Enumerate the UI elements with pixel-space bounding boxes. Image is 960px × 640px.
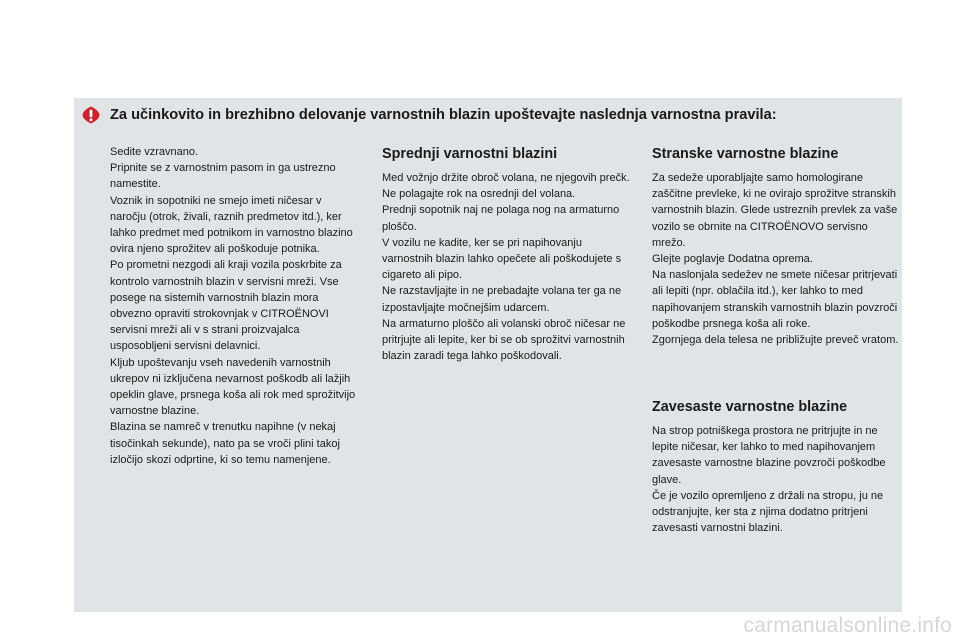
intro-column: [110, 144, 360, 468]
front-airbags-section: [382, 145, 632, 364]
front-airbags-text: Med vožnjo držite obroč volana, ne njegovih prečk. Ne polagajte rok na osrednji del volana. Prednji sopotnik naj ne polaga nog na armaturno ploščo. V vozilu ne kadite, ker se pri napihovanju varnostnih blazin lahko opečete ali poškodujete s cigareto ali pipo. Ne razstavljajte in ne prebadajte volana ter ga ne izpostavljajte močnejšim udarcem. Na armaturno ploščo ali volanski obroč ničesar ne pritrjujte ali lepite, ker bi se ob sprožitvi varnostnih blazin zaradi tega lahko poškodovali.: [382, 172, 630, 363]
curtain-airbags-text: Na strop potniškega prostora ne pritrjujte in ne lepite ničesar, ker lahko to med napihovanjem zavesaste varnostne blazine povzroči poškodbe glave. Če je vozilo opremljeno z držali na stropu, ju ne odstranjujte, ker sta z njima dodatno pritrjeni zavesasti varnostni blazini.: [652, 425, 886, 535]
side-airbags-section: [652, 145, 902, 348]
watermark: carmanualsonline.info: [743, 614, 952, 637]
front-airbags-title: Sprednji varnostni blazini: [382, 146, 558, 162]
curtain-airbags-section: [652, 398, 902, 536]
intro-text: Sedite vzravnano. Pripnite se z varnostnim pasom in ga ustrezno namestite. Voznik in sopotniki ne smejo imeti ničesar v naročju (otrok, živali, raznih predmetov itd.), ker lahko predmet med potnikom in varnostno blazino ovira njeno sprožitev ali poškoduje potnika. Po prometni nezgodi ali kraji vozila poskrbite za kontrolo varnostnih blazin v servisni mreži. Vse posege na sistemih varnostnih blazin mora obvezno opraviti strokovnjak v CITROËNOVI servisni mreži ali v s strani proizvajalca usposobljeni servisni delavnici. Kljub upoštevanju vseh navedenih varnostnih ukrepov ni izključena nevarnost poškodb ali lažjih opeklin glave, prsnega koša ali rok med sprožitvijo varnostne blazine. Blazina se namreč v trenutku napihne (v nekaj tisočinkah sekunde), nato pa se vroči plini takoj izločijo skozi odprtine, ki so temu namenjene.: [110, 146, 356, 466]
side-airbags-text: Za sedeže uporabljajte samo homologirane zaščitne prevleke, ki ne ovirajo sprožitve stranskih varnostnih blazin. Glede ustreznih prevlek za vaše vozilo se obrnite na CITROËNOVO servisno mrežo. Glejte poglavje Dodatna oprema. Na naslonjala sedežev ne smete ničesar pritrjevati ali lepiti (npr. oblačila itd.), ker lahko to med napihovanjem stranskih varnostnih blazin povzroči poškodbe prsnega koša ali roke. Zgornjega dela telesa ne približujte preveč vratom.: [652, 172, 899, 347]
warning-headline: Za učinkovito in brezhibno delovanje varnostnih blazin upoštevajte naslednja varnostna pravila:: [110, 107, 777, 123]
side-airbags-title: Stranske varnostne blazine: [652, 146, 839, 162]
exclamation-warning-icon: [82, 106, 100, 124]
curtain-airbags-title: Zavesaste varnostne blazine: [652, 399, 848, 415]
